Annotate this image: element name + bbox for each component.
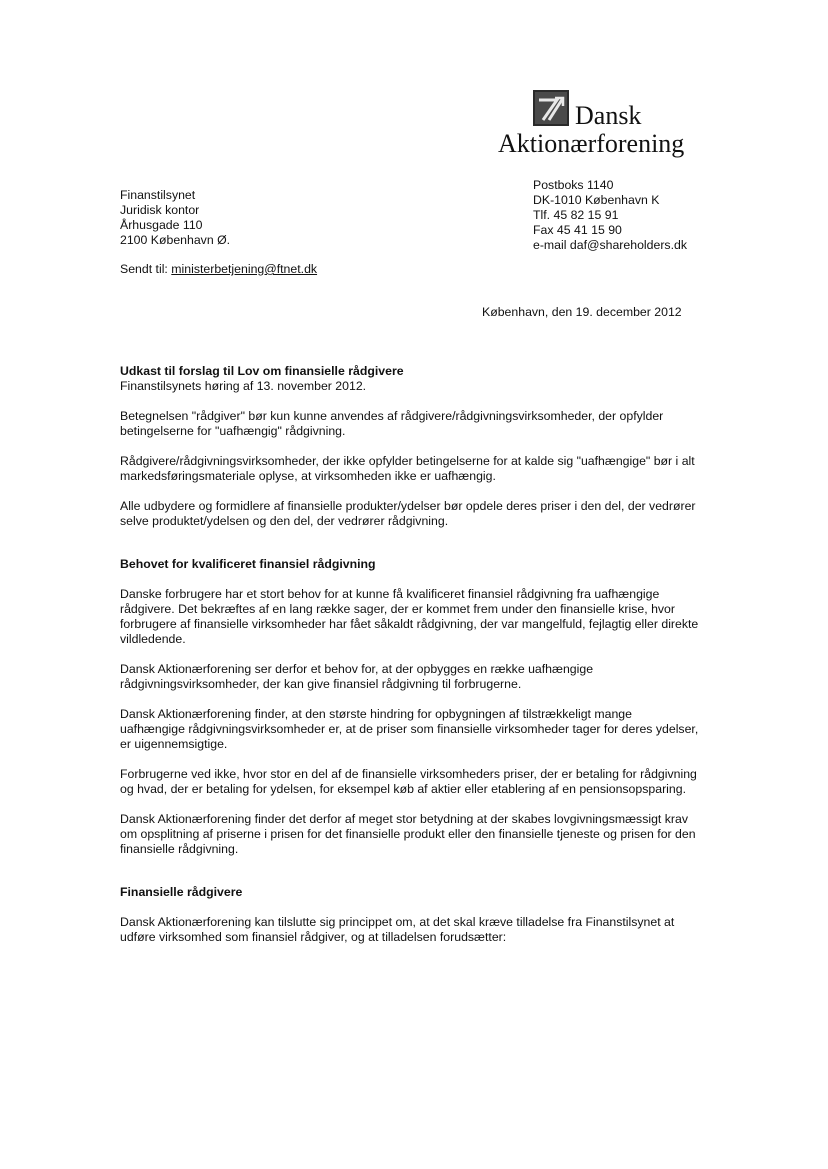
- section-heading-financial-advisors: Finansielle rådgivere: [120, 885, 243, 899]
- section1-paragraph: Dansk Aktionærforening ser derfor et behov for, at der opbygges en række uafhængige rådgivningsvirksomheder, der kan give finansiel rådgivning til forbrugerne.: [120, 662, 594, 691]
- logo-text-line2: Aktionærforening: [498, 129, 685, 158]
- recipient-address: [120, 188, 230, 248]
- sender-city: DK-1010 København K: [533, 193, 660, 207]
- section1-paragraph: Forbrugerne ved ikke, hvor stor en del af de finansielle virksomheders priser, der er betaling for rådgivning og hvad, der er betaling for ydelsen, for eksempel køb af aktier eller etablering af en pensionsopsparing.: [120, 767, 697, 796]
- sent-to-label: Sendt til:: [120, 262, 168, 276]
- section1-paragraph: Dansk Aktionærforening finder, at den største hindring for opbygningen af tilstrækkeligt mange uafhængige rådgivningsvirksomheder er, at de priser som finansielle virksomheder tager for deres ydelser, er uigennemsigtige.: [120, 707, 699, 751]
- letter-date: København, den 19. december 2012: [482, 305, 682, 319]
- intro-paragraph: Betegnelsen "rådgiver" bør kun kunne anvendes af rådgivere/rådgivningsvirksomheder, der opfylder betingelserne for "uafhængig" rådgivning.: [120, 409, 664, 438]
- section-heading-need-for-advice: Behovet for kvalificeret finansiel rådgivning: [120, 557, 376, 571]
- logo-text-line1: Dansk: [575, 101, 642, 130]
- section2-paragraph: Dansk Aktionærforening kan tilslutte sig princippet om, at det skal kræve tilladelse fra Finanstilsynet at udføre virksomhed som finansiel rådgiver, og at tilladelsen forudsætter:: [120, 915, 675, 944]
- sender-postbox: Postboks 1140: [533, 178, 614, 192]
- sender-fax: Fax 45 41 15 90: [533, 223, 622, 237]
- recipient-department: Juridisk kontor: [120, 203, 200, 217]
- letter-subtitle: Finanstilsynets høring af 13. november 2012.: [120, 379, 367, 393]
- letter-body: [120, 364, 700, 960]
- intro-paragraph: Rådgivere/rådgivningsvirksomheder, der ikke opfylder betingelserne for at kalde sig "uafhængige" bør i alt markedsføringsmateriale oplyse, at virksomheden ikke er uafhængig.: [120, 454, 695, 483]
- section1-paragraph: Danske forbrugere har et stort behov for at kunne få kvalificeret finansiel rådgivning fra uafhængige rådgivere. Det bekræftes af en lang række sager, der er kommet frem under den finansielle krise, hvor forbrugere af finansielle virksomheder har fået såkaldt rådgivning, der var mangelfuld, fejlagtig eller direkte vildledende.: [120, 587, 699, 646]
- sender-phone: Tlf. 45 82 15 91: [533, 208, 619, 222]
- organization-logo: [498, 90, 698, 160]
- recipient-name: Finanstilsynet: [120, 188, 196, 202]
- letter-title: Udkast til forslag til Lov om finansielle rådgivere: [120, 364, 404, 378]
- sent-to-email-link[interactable]: ministerbetjening@ftnet.dk: [171, 262, 318, 276]
- dansk-aktionaerforening-logo-icon: [533, 90, 569, 126]
- sender-email: e-mail daf@shareholders.dk: [533, 238, 687, 252]
- sent-to-line: [120, 262, 317, 277]
- sender-address: [533, 178, 687, 253]
- recipient-city: 2100 København Ø.: [120, 233, 231, 247]
- intro-paragraph: Alle udbydere og formidlere af finansielle produkter/ydelser bør opdele deres priser i den del, der vedrører selve produktet/ydelsen og den del, der vedrører rådgivning.: [120, 499, 696, 528]
- section1-paragraph: Dansk Aktionærforening finder det derfor af meget stor betydning at der skabes lovgivningsmæssigt krav om opsplitning af priserne i prisen for det finansielle produkt eller den finansielle tjeneste og prisen for den finansielle rådgivning.: [120, 812, 696, 856]
- recipient-street: Århusgade 110: [120, 218, 203, 232]
